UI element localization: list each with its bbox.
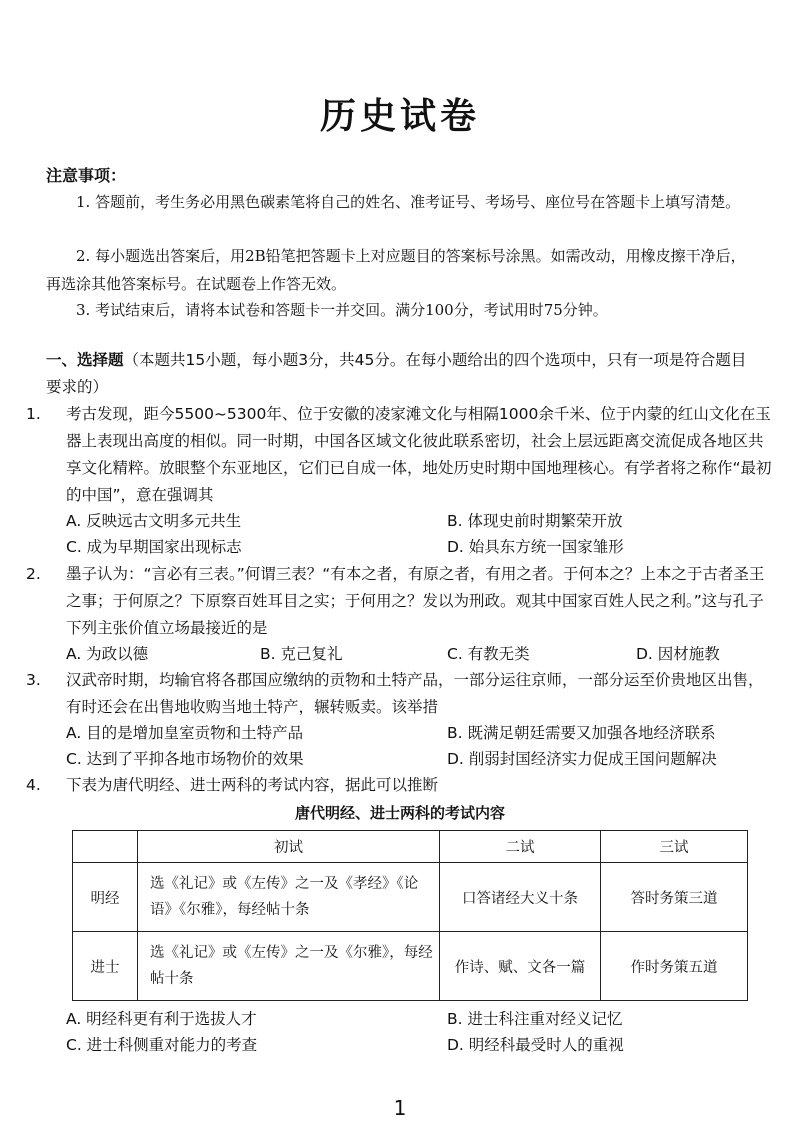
question-2: [26, 561, 778, 642]
table-caption: 唐代明经、进士两科的考试内容: [294, 804, 505, 822]
exam-content-table: [72, 830, 748, 1001]
option-d: D. 削弱封国经济实力促成王国问题解决: [447, 750, 717, 768]
table-cell: 口答诸经大义十条: [440, 863, 601, 932]
question-number: 1.: [26, 405, 41, 423]
note-item: 2. 每小题选出答案后，用2B铅笔把答题卡上对应题目的答案标号涂黑。如需改动，用橡皮擦干净后，再选涂其他答案标号。在试题卷上作答无效。: [46, 247, 746, 293]
option-b: B. 既满足朝廷需要又加强各地经济联系: [447, 724, 716, 742]
table-header-cell: [73, 831, 138, 863]
table-row-header: 明经: [73, 863, 138, 932]
table-header-cell: 初试: [138, 831, 440, 863]
table-cell: 作诗、赋、文各一篇: [440, 932, 601, 1001]
table-cell: 选《礼记》或《左传》之一及《孝经》《论语》《尔雅》，每经帖十条: [138, 863, 440, 932]
section-desc: （本题共15小题，每小题3分，共45分。在每小题给出的四个选项中，只有一项是符合题目要求的）: [46, 351, 747, 396]
table-header-row: [73, 831, 748, 863]
question-text: 墨子认为：“言必有三表。”何谓三表？“有本之者，有原之者，有用之者。于何本之？上本之于古者圣王之事；于何原之？下原察百姓耳目之实；于何用之？发以为刑政。观其中国家百姓人民之利。”这与孔子下列主张价值立场最接近的是: [66, 565, 765, 637]
question-1: [26, 401, 778, 509]
option-c: C. 有教无类: [447, 645, 530, 663]
option-d: D. 明经科最受时人的重视: [447, 1036, 624, 1054]
option-b: B. 克己复礼: [260, 645, 343, 663]
section-label: 一、选择题: [46, 351, 124, 369]
option-d: D. 始具东方统一国家雏形: [447, 538, 624, 556]
note-item: 1. 答题前，考生务必用黑色碳素笔将自己的姓名、准考证号、考场号、座位号在答题卡上填写清楚。: [76, 193, 741, 211]
option-b: B. 进士科注重对经义记忆: [447, 1010, 623, 1028]
note-item: 3. 考试结束后，请将本试卷和答题卡一并交回。满分100分，考试用时75分钟。: [76, 301, 608, 319]
table-row: [73, 863, 748, 932]
question-3: [26, 667, 778, 721]
option-a: A. 明经科更有利于选拔人才: [66, 1010, 257, 1028]
option-b: B. 体现史前时期繁荣开放: [447, 512, 623, 530]
option-a: A. 目的是增加皇室贡物和土特产品: [66, 724, 304, 742]
table-row-header: 进士: [73, 932, 138, 1001]
question-number: 3.: [26, 671, 41, 689]
question-text: 考古发现，距今5500~5300年、位于安徽的凌家滩文化与相隔1000余千米、位于内蒙的红山文化在玉器上表现出高度的相似。同一时期，中国各区域文化彼此联系密切，社会上层远距离交流促成各地区共享文化精粹。放眼整个东亚地区，它们已自成一体，地处历史时期中国地理核心。有学者将之称作“最初的中国”，意在强调其: [66, 405, 772, 504]
option-d: D. 因材施教: [636, 645, 720, 663]
section-heading: [46, 347, 758, 401]
question-number: 2.: [26, 565, 41, 583]
option-a: A. 反映远古文明多元共生: [66, 512, 242, 530]
table-row: [73, 932, 748, 1001]
option-c: C. 成为早期国家出现标志: [66, 538, 242, 556]
question-4: [26, 772, 778, 799]
table-header-cell: 二试: [440, 831, 601, 863]
notes-heading: 注意事项：: [46, 166, 127, 185]
page-number: 1: [393, 1096, 407, 1120]
table-cell: 作时务策五道: [601, 932, 748, 1001]
option-c: C. 达到了平抑各地市场物价的效果: [66, 750, 304, 768]
table-cell: 答时务策三道: [601, 863, 748, 932]
option-a: A. 为政以德: [66, 645, 149, 663]
option-c: C. 进士科侧重对能力的考查: [66, 1036, 258, 1054]
table-header-cell: 三试: [601, 831, 748, 863]
question-text: 下表为唐代明经、进士两科的考试内容，据此可以推断: [66, 776, 439, 794]
page-title: 历史试卷: [319, 95, 480, 137]
question-text: 汉武帝时期，均输官将各郡国应缴纳的贡物和土特产品，一部分运往京师，一部分运至价贵地区出售，有时还会在出售地收购当地土特产，辗转贩卖。该举措: [66, 671, 764, 716]
table-cell: 选《礼记》或《左传》之一及《尔雅》，每经帖十条: [138, 932, 440, 1001]
question-number: 4.: [26, 776, 41, 794]
